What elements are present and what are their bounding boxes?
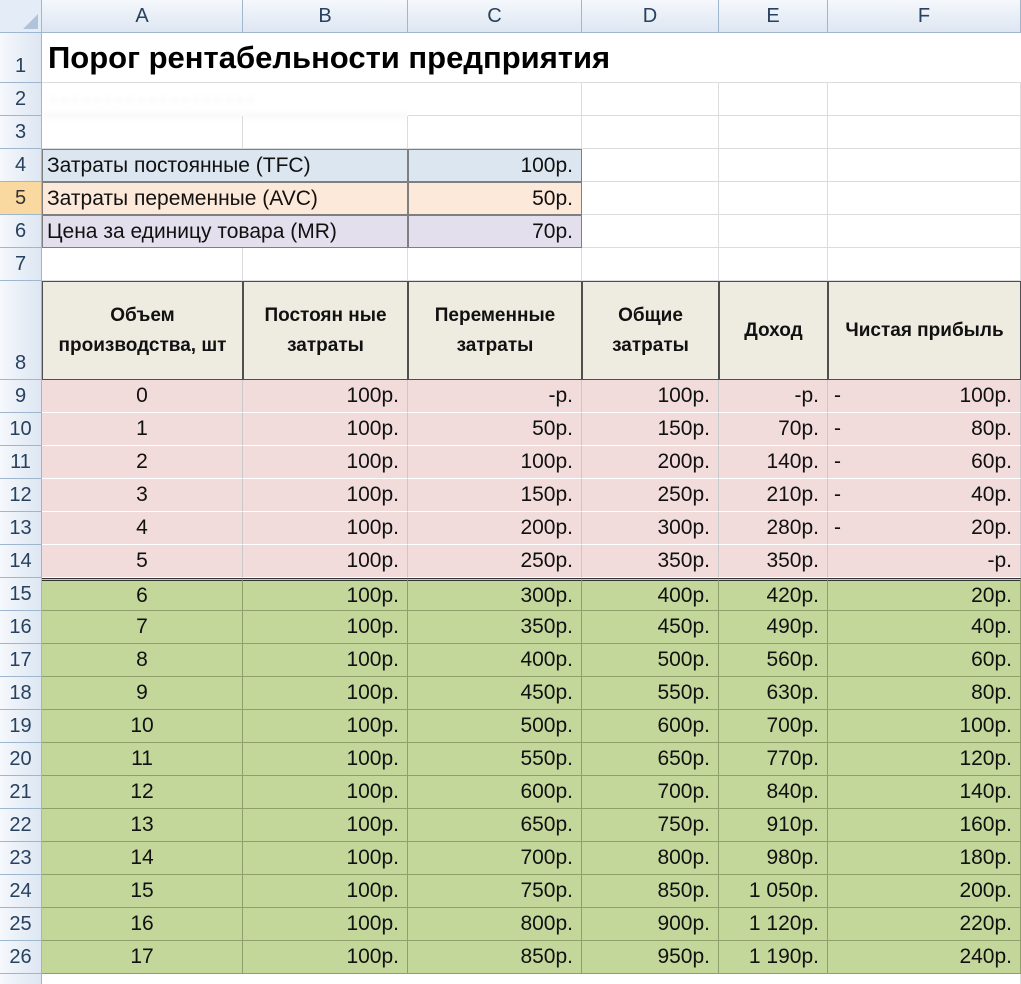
row-header-4[interactable]: 4 <box>0 149 42 182</box>
total-cost-cell[interactable]: 150р. <box>582 413 719 446</box>
row-header[interactable]: 16 <box>0 611 42 644</box>
fixed-cost-cell[interactable]: 100р. <box>243 908 408 941</box>
fixed-cost-cell[interactable]: 100р. <box>243 677 408 710</box>
row-header[interactable]: 13 <box>0 512 42 545</box>
sheet-title[interactable]: Порог рентабельности предприятия <box>42 33 1021 83</box>
quantity-cell[interactable]: 7 <box>42 611 243 644</box>
total-cost-cell[interactable]: 300р. <box>582 512 719 545</box>
cell-f7[interactable] <box>828 248 1021 281</box>
cell-b3[interactable] <box>243 116 408 149</box>
total-cost-cell[interactable]: 350р. <box>582 545 719 578</box>
variable-cost-cell[interactable]: 850р. <box>408 941 582 974</box>
variable-cost-cell[interactable]: 650р. <box>408 809 582 842</box>
variable-cost-cell[interactable]: 50р. <box>408 413 582 446</box>
row-header[interactable]: 9 <box>0 380 42 413</box>
fixed-cost-cell[interactable]: 100р. <box>243 380 408 413</box>
profit-cell[interactable]: 40р. <box>828 611 1021 644</box>
negative-sign: - <box>834 483 841 506</box>
variable-cost-cell[interactable]: 600р. <box>408 776 582 809</box>
variable-cost-cell[interactable]: 250р. <box>408 545 582 578</box>
blurred-subtitle[interactable]: · · · · · · · · · · · · · · · · · · · <box>42 83 408 116</box>
header-income[interactable]: Доход <box>719 281 828 380</box>
cell-c7[interactable] <box>408 248 582 281</box>
profit-cell[interactable]: -р. <box>828 545 1021 578</box>
quantity-cell[interactable]: 16 <box>42 908 243 941</box>
total-cost-cell[interactable]: 700р. <box>582 776 719 809</box>
quantity-cell[interactable]: 4 <box>42 512 243 545</box>
profit-cell[interactable]: 220р. <box>828 908 1021 941</box>
total-cost-cell[interactable]: 950р. <box>582 941 719 974</box>
profit-value: 100р. <box>959 384 1012 407</box>
cell-b7[interactable] <box>243 248 408 281</box>
profit-cell[interactable] <box>828 380 1021 413</box>
cell-e5[interactable] <box>719 182 828 215</box>
total-cost-cell[interactable]: 500р. <box>582 644 719 677</box>
cell-f3[interactable] <box>828 116 1021 149</box>
profit-value: 20р. <box>971 516 1012 539</box>
fixed-cost-cell[interactable]: 100р. <box>243 578 408 611</box>
variable-cost-cell[interactable]: 400р. <box>408 644 582 677</box>
row-header[interactable]: 15 <box>0 578 42 611</box>
quantity-cell[interactable]: 12 <box>42 776 243 809</box>
profit-cell[interactable]: 160р. <box>828 809 1021 842</box>
variable-cost-cell[interactable]: 100р. <box>408 446 582 479</box>
income-cell[interactable]: 420р. <box>719 578 828 611</box>
cell-d2[interactable] <box>408 83 582 116</box>
row-header[interactable]: 10 <box>0 413 42 446</box>
mr-label[interactable]: Цена за единицу товара (MR) <box>42 215 408 248</box>
income-cell[interactable]: -р. <box>719 380 828 413</box>
avc-value[interactable]: 50р. <box>408 182 582 215</box>
cell-d6[interactable] <box>582 215 719 248</box>
fixed-cost-cell[interactable]: 100р. <box>243 644 408 677</box>
row-header-2[interactable]: 2 <box>0 83 42 116</box>
variable-cost-cell[interactable]: 700р. <box>408 842 582 875</box>
fixed-cost-cell[interactable]: 100р. <box>243 413 408 446</box>
income-cell[interactable]: 1 050р. <box>719 875 828 908</box>
variable-cost-cell[interactable]: 500р. <box>408 710 582 743</box>
quantity-cell[interactable]: 6 <box>42 578 243 611</box>
quantity-cell[interactable]: 15 <box>42 875 243 908</box>
profit-cell[interactable]: 100р. <box>828 710 1021 743</box>
income-cell[interactable]: 1 190р. <box>719 941 828 974</box>
row-header-6[interactable]: 6 <box>0 215 42 248</box>
variable-cost-cell[interactable]: 200р. <box>408 512 582 545</box>
negative-sign: - <box>834 417 841 440</box>
total-cost-cell[interactable]: 200р. <box>582 446 719 479</box>
quantity-cell[interactable]: 13 <box>42 809 243 842</box>
total-cost-cell[interactable]: 550р. <box>582 677 719 710</box>
fixed-cost-cell[interactable]: 100р. <box>243 710 408 743</box>
header-quantity[interactable]: Объем производства, шт <box>42 281 243 380</box>
variable-cost-cell[interactable]: 750р. <box>408 875 582 908</box>
variable-cost-cell[interactable]: 350р. <box>408 611 582 644</box>
quantity-cell[interactable]: 8 <box>42 644 243 677</box>
negative-sign: - <box>834 384 841 407</box>
row-header-7[interactable]: 7 <box>0 248 42 281</box>
quantity-cell[interactable]: 3 <box>42 479 243 512</box>
profit-value: 40р. <box>971 483 1012 506</box>
column-header-d[interactable]: D <box>582 0 719 33</box>
header-variable-costs[interactable]: Переменные затраты <box>408 281 582 380</box>
income-cell[interactable]: 840р. <box>719 776 828 809</box>
income-cell[interactable]: 490р. <box>719 611 828 644</box>
cell-g2[interactable] <box>828 83 1021 116</box>
tfc-value[interactable]: 100р. <box>408 149 582 182</box>
avc-label[interactable]: Затраты переменные (AVC) <box>42 182 408 215</box>
select-all-button[interactable] <box>0 0 42 33</box>
header-total-costs[interactable]: Общие затраты <box>582 281 719 380</box>
variable-cost-cell[interactable]: 550р. <box>408 743 582 776</box>
profit-cell[interactable]: 20р. <box>828 578 1021 611</box>
profit-value: 60р. <box>971 450 1012 473</box>
cell-a3[interactable] <box>42 116 243 149</box>
cell-f6[interactable] <box>828 215 1021 248</box>
fixed-cost-cell[interactable]: 100р. <box>243 611 408 644</box>
cell-d3[interactable] <box>582 116 719 149</box>
row-header-8[interactable]: 8 <box>0 281 42 380</box>
quantity-cell[interactable]: 17 <box>42 941 243 974</box>
profit-cell[interactable] <box>828 446 1021 479</box>
row-header-1[interactable]: 1 <box>0 33 42 83</box>
total-cost-cell[interactable]: 900р. <box>582 908 719 941</box>
quantity-cell[interactable]: 5 <box>42 545 243 578</box>
cell-f2[interactable] <box>719 83 828 116</box>
total-cost-cell[interactable]: 850р. <box>582 875 719 908</box>
variable-cost-cell[interactable]: 800р. <box>408 908 582 941</box>
fixed-cost-cell[interactable]: 100р. <box>243 446 408 479</box>
fixed-cost-cell[interactable]: 100р. <box>243 809 408 842</box>
fixed-cost-cell[interactable]: 100р. <box>243 545 408 578</box>
column-header-c[interactable]: C <box>408 0 582 33</box>
fixed-cost-cell[interactable]: 100р. <box>243 743 408 776</box>
row-header[interactable]: 26 <box>0 941 42 974</box>
fixed-cost-cell[interactable]: 100р. <box>243 776 408 809</box>
quantity-cell[interactable]: 1 <box>42 413 243 446</box>
income-cell[interactable]: 770р. <box>719 743 828 776</box>
total-cost-cell[interactable]: 650р. <box>582 743 719 776</box>
fixed-cost-cell[interactable]: 100р. <box>243 842 408 875</box>
total-cost-cell[interactable]: 600р. <box>582 710 719 743</box>
row-header[interactable]: 22 <box>0 809 42 842</box>
income-cell[interactable]: 560р. <box>719 644 828 677</box>
fixed-cost-cell[interactable]: 100р. <box>243 512 408 545</box>
profit-cell[interactable] <box>828 512 1021 545</box>
row-header[interactable]: 20 <box>0 743 42 776</box>
cell-e7[interactable] <box>719 248 828 281</box>
quantity-cell[interactable]: 0 <box>42 380 243 413</box>
total-cost-cell[interactable]: 100р. <box>582 380 719 413</box>
cell-d7[interactable] <box>582 248 719 281</box>
row-header[interactable]: 19 <box>0 710 42 743</box>
profit-cell[interactable]: 140р. <box>828 776 1021 809</box>
income-cell[interactable]: 630р. <box>719 677 828 710</box>
profit-cell[interactable]: 60р. <box>828 644 1021 677</box>
income-cell[interactable]: 700р. <box>719 710 828 743</box>
income-cell[interactable]: 980р. <box>719 842 828 875</box>
total-cost-cell[interactable]: 800р. <box>582 842 719 875</box>
row-header[interactable]: 25 <box>0 908 42 941</box>
row-header[interactable]: 21 <box>0 776 42 809</box>
profit-cell[interactable]: 80р. <box>828 677 1021 710</box>
row-header[interactable]: 14 <box>0 545 42 578</box>
variable-cost-cell[interactable]: 150р. <box>408 479 582 512</box>
profit-cell[interactable] <box>828 479 1021 512</box>
row-header[interactable]: 17 <box>0 644 42 677</box>
profit-cell[interactable]: 240р. <box>828 941 1021 974</box>
quantity-cell[interactable]: 10 <box>42 710 243 743</box>
income-cell[interactable]: 210р. <box>719 479 828 512</box>
negative-sign: - <box>834 450 841 473</box>
total-cost-cell[interactable]: 400р. <box>582 578 719 611</box>
cell-f4[interactable] <box>828 149 1021 182</box>
tfc-label[interactable]: Затраты постоянные (TFC) <box>42 149 408 182</box>
profit-cell[interactable] <box>828 413 1021 446</box>
fixed-cost-cell[interactable]: 100р. <box>243 941 408 974</box>
quantity-cell[interactable]: 9 <box>42 677 243 710</box>
quantity-cell[interactable]: 14 <box>42 842 243 875</box>
row-header[interactable]: 23 <box>0 842 42 875</box>
profit-cell[interactable]: 200р. <box>828 875 1021 908</box>
column-header-f[interactable]: F <box>828 0 1021 33</box>
fixed-cost-cell[interactable]: 100р. <box>243 479 408 512</box>
income-cell[interactable]: 1 120р. <box>719 908 828 941</box>
negative-sign: - <box>834 516 841 539</box>
cell-a7[interactable] <box>42 248 243 281</box>
variable-cost-cell[interactable]: -р. <box>408 380 582 413</box>
income-cell[interactable]: 280р. <box>719 512 828 545</box>
cell-e4[interactable] <box>719 149 828 182</box>
cell-d5[interactable] <box>582 182 719 215</box>
column-header-a[interactable]: A <box>42 0 243 33</box>
mr-value[interactable]: 70р. <box>408 215 582 248</box>
header-fixed-costs[interactable]: Постоян ные затраты <box>243 281 408 380</box>
quantity-cell[interactable]: 2 <box>42 446 243 479</box>
variable-cost-cell[interactable]: 450р. <box>408 677 582 710</box>
cell-e2[interactable] <box>582 83 719 116</box>
income-cell[interactable]: 140р. <box>719 446 828 479</box>
cell-e6[interactable] <box>719 215 828 248</box>
row-header[interactable]: 18 <box>0 677 42 710</box>
fixed-cost-cell[interactable]: 100р. <box>243 875 408 908</box>
column-header-b[interactable]: B <box>243 0 408 33</box>
row-header-5[interactable]: 5 <box>0 182 42 215</box>
variable-cost-cell[interactable]: 300р. <box>408 578 582 611</box>
total-cost-cell[interactable]: 750р. <box>582 809 719 842</box>
row-header-3[interactable]: 3 <box>0 116 42 149</box>
total-cost-cell[interactable]: 450р. <box>582 611 719 644</box>
profit-cell[interactable]: 120р. <box>828 743 1021 776</box>
cell-e3[interactable] <box>719 116 828 149</box>
profit-value: 80р. <box>971 417 1012 440</box>
row-header[interactable]: 11 <box>0 446 42 479</box>
quantity-cell[interactable]: 11 <box>42 743 243 776</box>
cell-d4[interactable] <box>582 149 719 182</box>
header-net-profit[interactable]: Чистая прибыль <box>828 281 1021 380</box>
income-cell[interactable]: 350р. <box>719 545 828 578</box>
row-header[interactable]: 12 <box>0 479 42 512</box>
cell-f5[interactable] <box>828 182 1021 215</box>
income-cell[interactable]: 910р. <box>719 809 828 842</box>
cell-c3[interactable] <box>408 116 582 149</box>
income-cell[interactable]: 70р. <box>719 413 828 446</box>
column-header-e[interactable]: E <box>719 0 828 33</box>
profit-cell[interactable]: 180р. <box>828 842 1021 875</box>
row-header[interactable]: 24 <box>0 875 42 908</box>
total-cost-cell[interactable]: 250р. <box>582 479 719 512</box>
